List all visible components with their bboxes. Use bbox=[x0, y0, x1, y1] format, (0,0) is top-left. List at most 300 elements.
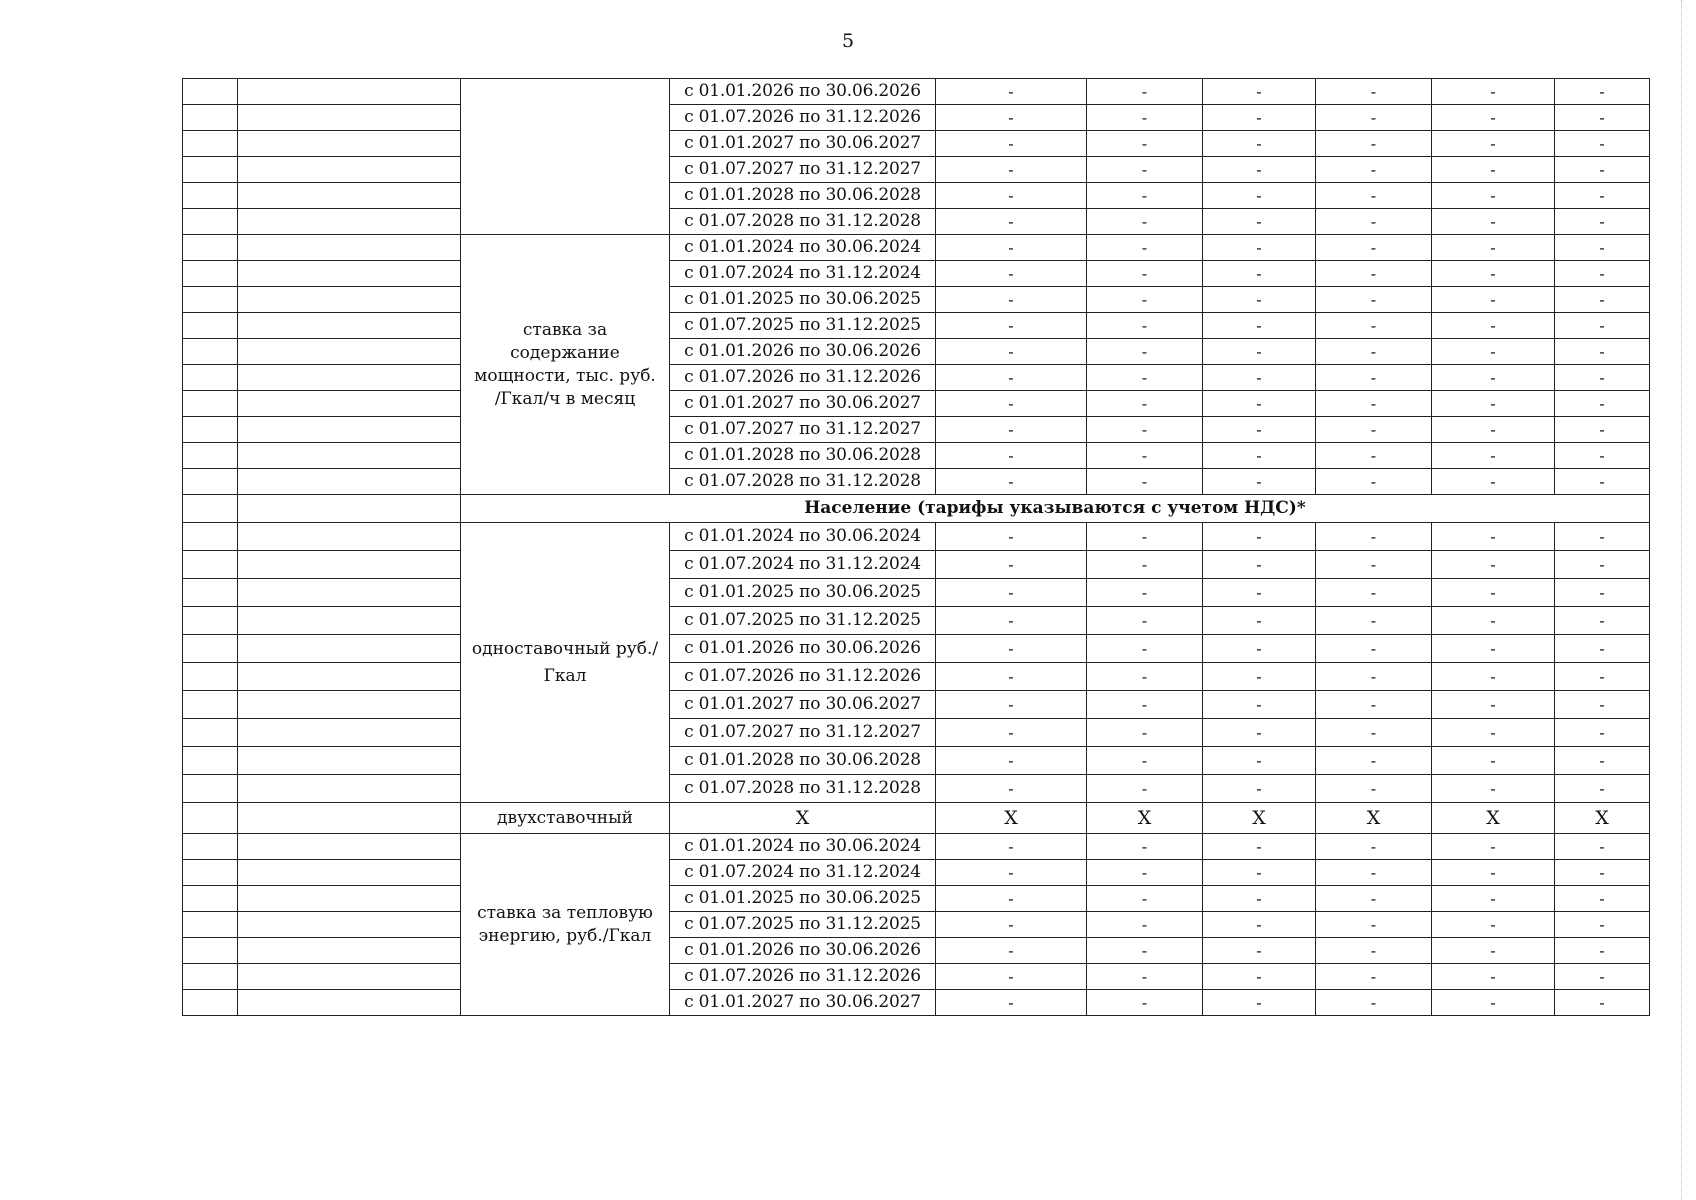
tariff-value-cell: - bbox=[1316, 579, 1432, 607]
table-row bbox=[183, 287, 1650, 313]
row-number-cell bbox=[183, 261, 238, 287]
organization-cell bbox=[238, 469, 461, 495]
period-cell: с 01.07.2027 по 31.12.2027 bbox=[670, 719, 936, 747]
tariff-value-cell: - bbox=[1203, 635, 1316, 663]
tariff-value-cell: - bbox=[1432, 719, 1555, 747]
period-cell: с 01.07.2027 по 31.12.2027 bbox=[670, 417, 936, 443]
tariff-value-cell: - bbox=[1555, 209, 1650, 235]
tariff-value-cell: - bbox=[1087, 551, 1203, 579]
tariff-value-cell: - bbox=[1087, 313, 1203, 339]
row-number-cell bbox=[183, 635, 238, 663]
row-number-cell bbox=[183, 157, 238, 183]
table-row bbox=[183, 339, 1650, 365]
table-row bbox=[183, 365, 1650, 391]
period-cell: с 01.01.2027 по 30.06.2027 bbox=[670, 391, 936, 417]
table-row bbox=[183, 747, 1650, 775]
tariff-value-cell: - bbox=[1432, 579, 1555, 607]
tariff-value-cell: - bbox=[1087, 287, 1203, 313]
tariff-value-cell: - bbox=[1555, 339, 1650, 365]
table-row bbox=[183, 803, 1650, 834]
tariff-value-cell: - bbox=[936, 523, 1087, 551]
tariff-value-cell: - bbox=[936, 417, 1087, 443]
row-number-cell bbox=[183, 391, 238, 417]
tariff-value-cell: - bbox=[1316, 261, 1432, 287]
row-number-cell bbox=[183, 579, 238, 607]
tariff-value-cell: - bbox=[1203, 579, 1316, 607]
tariff-value-cell: - bbox=[1432, 691, 1555, 719]
period-cell: с 01.01.2028 по 30.06.2028 bbox=[670, 443, 936, 469]
tariff-value-cell: - bbox=[1555, 417, 1650, 443]
tariff-value-cell: - bbox=[1087, 339, 1203, 365]
tariff-value-cell: - bbox=[1432, 131, 1555, 157]
organization-cell bbox=[238, 79, 461, 105]
period-cell: с 01.07.2026 по 31.12.2026 bbox=[670, 964, 936, 990]
tariff-value-cell: - bbox=[1203, 860, 1316, 886]
tariff-value-cell: - bbox=[1087, 635, 1203, 663]
tariff-value-cell: - bbox=[1203, 469, 1316, 495]
organization-cell bbox=[238, 287, 461, 313]
tariff-value-cell: - bbox=[1432, 607, 1555, 635]
tariff-value-cell: - bbox=[1432, 235, 1555, 261]
tariff-value-cell: - bbox=[1203, 886, 1316, 912]
tariff-value-cell: - bbox=[1087, 391, 1203, 417]
not-applicable-cell: X bbox=[1555, 803, 1650, 834]
tariff-value-cell: - bbox=[1087, 579, 1203, 607]
tariff-value-cell: - bbox=[1316, 79, 1432, 105]
tariff-value-cell: - bbox=[1203, 339, 1316, 365]
tariff-value-cell: - bbox=[936, 938, 1087, 964]
tariff-value-cell: - bbox=[1316, 551, 1432, 579]
tariff-value-cell: - bbox=[1203, 79, 1316, 105]
table-row bbox=[183, 663, 1650, 691]
tariff-value-cell: - bbox=[1432, 183, 1555, 209]
organization-cell bbox=[238, 391, 461, 417]
tariff-value-cell: - bbox=[1316, 417, 1432, 443]
tariff-value-cell: - bbox=[1087, 209, 1203, 235]
row-number-cell bbox=[183, 79, 238, 105]
row-number-cell bbox=[183, 339, 238, 365]
tariff-value-cell: - bbox=[1432, 990, 1555, 1016]
page-number: 5 bbox=[841, 30, 855, 52]
tariff-value-cell: - bbox=[1555, 579, 1650, 607]
tariff-value-cell: - bbox=[1555, 938, 1650, 964]
tariff-value-cell: - bbox=[1555, 747, 1650, 775]
period-cell: с 01.01.2028 по 30.06.2028 bbox=[670, 183, 936, 209]
row-number-cell bbox=[183, 417, 238, 443]
table-row bbox=[183, 443, 1650, 469]
tariff-value-cell: - bbox=[1203, 663, 1316, 691]
not-applicable-cell: X bbox=[936, 803, 1087, 834]
tariff-value-cell: - bbox=[1316, 287, 1432, 313]
row-number-cell bbox=[183, 775, 238, 803]
row-number-cell bbox=[183, 313, 238, 339]
tariff-value-cell: - bbox=[1432, 834, 1555, 860]
tariff-value-cell: - bbox=[1203, 747, 1316, 775]
tariff-value-cell: - bbox=[1555, 775, 1650, 803]
tariff-value-cell: - bbox=[1203, 261, 1316, 287]
tariff-value-cell: - bbox=[1316, 719, 1432, 747]
tariff-value-cell: - bbox=[1316, 339, 1432, 365]
tariff-value-cell: - bbox=[1316, 938, 1432, 964]
tariff-value-cell: - bbox=[1432, 964, 1555, 990]
table-row bbox=[183, 79, 1650, 105]
table-row bbox=[183, 607, 1650, 635]
tariff-value-cell: - bbox=[1316, 775, 1432, 803]
tariff-value-cell: - bbox=[936, 365, 1087, 391]
row-number-cell bbox=[183, 495, 238, 523]
period-cell: с 01.01.2024 по 30.06.2024 bbox=[670, 834, 936, 860]
organization-cell bbox=[238, 990, 461, 1016]
tariff-value-cell: - bbox=[1555, 287, 1650, 313]
tariff-value-cell: - bbox=[1087, 607, 1203, 635]
tariff-value-cell: - bbox=[936, 579, 1087, 607]
tariff-value-cell: - bbox=[1087, 663, 1203, 691]
row-number-cell bbox=[183, 235, 238, 261]
tariff-value-cell: - bbox=[1203, 157, 1316, 183]
period-cell: с 01.07.2025 по 31.12.2025 bbox=[670, 313, 936, 339]
section-header-row bbox=[183, 495, 1650, 523]
tariff-value-cell: - bbox=[1555, 964, 1650, 990]
tariff-value-cell: - bbox=[1203, 391, 1316, 417]
not-applicable-cell: X bbox=[1316, 803, 1432, 834]
tariff-value-cell: - bbox=[1087, 105, 1203, 131]
tariff-value-cell: - bbox=[1203, 990, 1316, 1016]
organization-cell bbox=[238, 886, 461, 912]
tariff-value-cell: - bbox=[1316, 443, 1432, 469]
row-number-cell bbox=[183, 886, 238, 912]
period-cell: с 01.07.2025 по 31.12.2025 bbox=[670, 607, 936, 635]
row-number-cell bbox=[183, 719, 238, 747]
tariff-value-cell: - bbox=[1316, 209, 1432, 235]
row-number-cell bbox=[183, 105, 238, 131]
period-cell: с 01.07.2028 по 31.12.2028 bbox=[670, 209, 936, 235]
tariff-value-cell: - bbox=[1555, 990, 1650, 1016]
tariff-value-cell: - bbox=[1432, 313, 1555, 339]
period-cell: с 01.07.2028 по 31.12.2028 bbox=[670, 469, 936, 495]
tariff-value-cell: - bbox=[1316, 607, 1432, 635]
tariff-value-cell: - bbox=[1555, 261, 1650, 287]
tariff-value-cell: - bbox=[1087, 912, 1203, 938]
not-applicable-cell: X bbox=[670, 803, 936, 834]
tariff-value-cell: - bbox=[1555, 131, 1650, 157]
row-number-cell bbox=[183, 747, 238, 775]
tariff-value-cell: - bbox=[1087, 691, 1203, 719]
tariff-value-cell: - bbox=[1555, 834, 1650, 860]
tariff-value-cell: - bbox=[1087, 157, 1203, 183]
tariff-type-label: двухставочный bbox=[461, 803, 670, 834]
tariff-value-cell: - bbox=[1316, 391, 1432, 417]
tariff-value-cell: - bbox=[936, 183, 1087, 209]
tariff-value-cell: - bbox=[1316, 912, 1432, 938]
tariff-value-cell: - bbox=[1555, 635, 1650, 663]
row-number-cell bbox=[183, 523, 238, 551]
table-row bbox=[183, 417, 1650, 443]
tariff-type-label: ставка за тепловую энергию, руб./Гкал bbox=[461, 834, 670, 1016]
tariff-value-cell: - bbox=[1555, 886, 1650, 912]
tariff-value-cell: - bbox=[1087, 886, 1203, 912]
period-cell: с 01.07.2024 по 31.12.2024 bbox=[670, 860, 936, 886]
period-cell: с 01.01.2026 по 30.06.2026 bbox=[670, 79, 936, 105]
tariff-value-cell: - bbox=[1316, 964, 1432, 990]
tariff-value-cell: - bbox=[936, 157, 1087, 183]
period-cell: с 01.07.2026 по 31.12.2026 bbox=[670, 105, 936, 131]
period-cell: с 01.01.2025 по 30.06.2025 bbox=[670, 579, 936, 607]
tariff-value-cell: - bbox=[1555, 469, 1650, 495]
tariff-value-cell: - bbox=[1316, 747, 1432, 775]
row-number-cell bbox=[183, 131, 238, 157]
table-row bbox=[183, 183, 1650, 209]
organization-cell bbox=[238, 339, 461, 365]
tariff-value-cell: - bbox=[1432, 551, 1555, 579]
tariff-value-cell: - bbox=[1087, 261, 1203, 287]
row-number-cell bbox=[183, 803, 238, 834]
tariff-value-cell: - bbox=[1087, 834, 1203, 860]
row-number-cell bbox=[183, 663, 238, 691]
tariff-value-cell: - bbox=[936, 747, 1087, 775]
tariff-value-cell: - bbox=[1316, 469, 1432, 495]
tariff-value-cell: - bbox=[1203, 183, 1316, 209]
period-cell: с 01.01.2024 по 30.06.2024 bbox=[670, 523, 936, 551]
period-cell: с 01.07.2027 по 31.12.2027 bbox=[670, 157, 936, 183]
tariff-value-cell: - bbox=[936, 209, 1087, 235]
period-cell: с 01.07.2028 по 31.12.2028 bbox=[670, 775, 936, 803]
row-number-cell bbox=[183, 183, 238, 209]
row-number-cell bbox=[183, 834, 238, 860]
tariff-value-cell: - bbox=[1316, 157, 1432, 183]
table-row bbox=[183, 886, 1650, 912]
organization-cell bbox=[238, 803, 461, 834]
organization-cell bbox=[238, 834, 461, 860]
organization-cell bbox=[238, 105, 461, 131]
tariff-value-cell: - bbox=[1432, 261, 1555, 287]
tariff-value-cell: - bbox=[1087, 523, 1203, 551]
organization-cell bbox=[238, 417, 461, 443]
tariff-value-cell: - bbox=[936, 860, 1087, 886]
tariff-value-cell: - bbox=[936, 775, 1087, 803]
tariff-value-cell: - bbox=[1555, 523, 1650, 551]
tariff-value-cell: - bbox=[1316, 235, 1432, 261]
table-row bbox=[183, 635, 1650, 663]
table-row bbox=[183, 209, 1650, 235]
tariff-value-cell: - bbox=[1203, 523, 1316, 551]
tariff-value-cell: - bbox=[1203, 607, 1316, 635]
tariff-value-cell: - bbox=[1555, 551, 1650, 579]
tariff-value-cell: - bbox=[1432, 105, 1555, 131]
tariff-value-cell: - bbox=[936, 886, 1087, 912]
row-number-cell bbox=[183, 365, 238, 391]
tariff-value-cell: - bbox=[1087, 417, 1203, 443]
table-row bbox=[183, 235, 1650, 261]
period-cell: с 01.01.2024 по 30.06.2024 bbox=[670, 235, 936, 261]
tariff-value-cell: - bbox=[1203, 313, 1316, 339]
tariff-value-cell: - bbox=[1316, 523, 1432, 551]
period-cell: с 01.07.2026 по 31.12.2026 bbox=[670, 365, 936, 391]
tariff-value-cell: - bbox=[1432, 79, 1555, 105]
organization-cell bbox=[238, 235, 461, 261]
tariff-value-cell: - bbox=[1432, 157, 1555, 183]
organization-cell bbox=[238, 912, 461, 938]
organization-cell bbox=[238, 157, 461, 183]
period-cell: с 01.01.2025 по 30.06.2025 bbox=[670, 886, 936, 912]
tariff-value-cell: - bbox=[936, 912, 1087, 938]
organization-cell bbox=[238, 719, 461, 747]
tariff-value-cell: - bbox=[1316, 990, 1432, 1016]
tariff-value-cell: - bbox=[1203, 365, 1316, 391]
period-cell: с 01.07.2024 по 31.12.2024 bbox=[670, 551, 936, 579]
tariff-value-cell: - bbox=[1203, 938, 1316, 964]
tariff-value-cell: - bbox=[1316, 691, 1432, 719]
organization-cell bbox=[238, 964, 461, 990]
tariff-value-cell: - bbox=[1432, 209, 1555, 235]
tariff-value-cell: - bbox=[1555, 912, 1650, 938]
tariff-value-cell: - bbox=[1316, 834, 1432, 860]
tariff-value-cell: - bbox=[1203, 417, 1316, 443]
row-number-cell bbox=[183, 860, 238, 886]
tariff-value-cell: - bbox=[1555, 719, 1650, 747]
tariff-value-cell: - bbox=[936, 391, 1087, 417]
table-row bbox=[183, 860, 1650, 886]
organization-cell bbox=[238, 860, 461, 886]
period-cell: с 01.01.2026 по 30.06.2026 bbox=[670, 339, 936, 365]
tariff-type-label: одноставочный руб./Гкал bbox=[461, 523, 670, 803]
row-number-cell bbox=[183, 964, 238, 990]
organization-cell bbox=[238, 938, 461, 964]
tariff-value-cell: - bbox=[1555, 663, 1650, 691]
tariff-value-cell: - bbox=[1316, 105, 1432, 131]
tariff-value-cell: - bbox=[936, 719, 1087, 747]
tariff-value-cell: - bbox=[1087, 443, 1203, 469]
tariff-value-cell: - bbox=[936, 663, 1087, 691]
tariff-value-cell: - bbox=[1087, 365, 1203, 391]
period-cell: с 01.07.2026 по 31.12.2026 bbox=[670, 663, 936, 691]
tariff-value-cell: - bbox=[1555, 691, 1650, 719]
tariff-value-cell: - bbox=[936, 261, 1087, 287]
tariff-value-cell: - bbox=[1087, 79, 1203, 105]
organization-cell bbox=[238, 495, 461, 523]
period-cell: с 01.01.2025 по 30.06.2025 bbox=[670, 287, 936, 313]
tariff-value-cell: - bbox=[936, 964, 1087, 990]
not-applicable-cell: X bbox=[1087, 803, 1203, 834]
tariff-value-cell: - bbox=[1203, 287, 1316, 313]
tariff-value-cell: - bbox=[1555, 607, 1650, 635]
tariff-value-cell: - bbox=[936, 313, 1087, 339]
organization-cell bbox=[238, 313, 461, 339]
row-number-cell bbox=[183, 209, 238, 235]
tariff-value-cell: - bbox=[1087, 747, 1203, 775]
period-cell: с 01.07.2024 по 31.12.2024 bbox=[670, 261, 936, 287]
period-cell: с 01.01.2027 по 30.06.2027 bbox=[670, 990, 936, 1016]
table-row bbox=[183, 261, 1650, 287]
organization-cell bbox=[238, 365, 461, 391]
tariff-value-cell: - bbox=[1203, 105, 1316, 131]
row-number-cell bbox=[183, 912, 238, 938]
tariff-value-cell: - bbox=[936, 105, 1087, 131]
organization-cell bbox=[238, 209, 461, 235]
tariff-value-cell: - bbox=[1432, 663, 1555, 691]
tariff-type-label bbox=[461, 79, 670, 235]
period-cell: с 01.01.2026 по 30.06.2026 bbox=[670, 635, 936, 663]
row-number-cell bbox=[183, 938, 238, 964]
tariff-value-cell: - bbox=[1432, 747, 1555, 775]
tariff-value-cell: - bbox=[1432, 391, 1555, 417]
table-row bbox=[183, 313, 1650, 339]
table-row bbox=[183, 691, 1650, 719]
row-number-cell bbox=[183, 607, 238, 635]
tariff-table bbox=[182, 78, 1650, 1016]
organization-cell bbox=[238, 775, 461, 803]
tariff-value-cell: - bbox=[1087, 990, 1203, 1016]
not-applicable-cell: X bbox=[1203, 803, 1316, 834]
tariff-value-cell: - bbox=[1555, 105, 1650, 131]
organization-cell bbox=[238, 691, 461, 719]
row-number-cell bbox=[183, 287, 238, 313]
organization-cell bbox=[238, 635, 461, 663]
tariff-value-cell: - bbox=[936, 79, 1087, 105]
tariff-value-cell: - bbox=[1203, 443, 1316, 469]
table-row bbox=[183, 579, 1650, 607]
tariff-value-cell: - bbox=[936, 990, 1087, 1016]
tariff-value-cell: - bbox=[1087, 964, 1203, 990]
table-row bbox=[183, 157, 1650, 183]
table-row bbox=[183, 551, 1650, 579]
tariff-value-cell: - bbox=[936, 635, 1087, 663]
organization-cell bbox=[238, 523, 461, 551]
tariff-value-cell: - bbox=[1087, 860, 1203, 886]
tariff-value-cell: - bbox=[936, 443, 1087, 469]
row-number-cell bbox=[183, 990, 238, 1016]
table-row bbox=[183, 990, 1650, 1016]
tariff-value-cell: - bbox=[1203, 691, 1316, 719]
period-cell: с 01.01.2026 по 30.06.2026 bbox=[670, 938, 936, 964]
tariff-value-cell: - bbox=[1316, 860, 1432, 886]
tariff-value-cell: - bbox=[1087, 719, 1203, 747]
tariff-value-cell: - bbox=[1203, 719, 1316, 747]
organization-cell bbox=[238, 261, 461, 287]
table-row bbox=[183, 719, 1650, 747]
organization-cell bbox=[238, 663, 461, 691]
table-row bbox=[183, 964, 1650, 990]
tariff-value-cell: - bbox=[1555, 183, 1650, 209]
tariff-value-cell: - bbox=[1316, 886, 1432, 912]
organization-cell bbox=[238, 607, 461, 635]
tariff-value-cell: - bbox=[1432, 339, 1555, 365]
tariff-value-cell: - bbox=[1432, 417, 1555, 443]
not-applicable-cell: X bbox=[1432, 803, 1555, 834]
tariff-value-cell: - bbox=[1316, 313, 1432, 339]
tariff-value-cell: - bbox=[936, 287, 1087, 313]
tariff-value-cell: - bbox=[936, 834, 1087, 860]
organization-cell bbox=[238, 443, 461, 469]
organization-cell bbox=[238, 183, 461, 209]
tariff-table-body bbox=[183, 79, 1650, 1016]
tariff-value-cell: - bbox=[1432, 860, 1555, 886]
table-row bbox=[183, 523, 1650, 551]
tariff-value-cell: - bbox=[1555, 365, 1650, 391]
tariff-value-cell: - bbox=[1087, 938, 1203, 964]
tariff-value-cell: - bbox=[1432, 938, 1555, 964]
tariff-type-label: ставка за содержание мощности, тыс. руб. /Гкал/ч в месяц bbox=[461, 235, 670, 495]
tariff-value-cell: - bbox=[936, 607, 1087, 635]
row-number-cell bbox=[183, 551, 238, 579]
tariff-value-cell: - bbox=[1316, 663, 1432, 691]
tariff-value-cell: - bbox=[1432, 635, 1555, 663]
period-cell: с 01.07.2025 по 31.12.2025 bbox=[670, 912, 936, 938]
tariff-value-cell: - bbox=[1432, 443, 1555, 469]
tariff-value-cell: - bbox=[1316, 365, 1432, 391]
tariff-value-cell: - bbox=[1555, 443, 1650, 469]
tariff-value-cell: - bbox=[1203, 775, 1316, 803]
row-number-cell bbox=[183, 691, 238, 719]
